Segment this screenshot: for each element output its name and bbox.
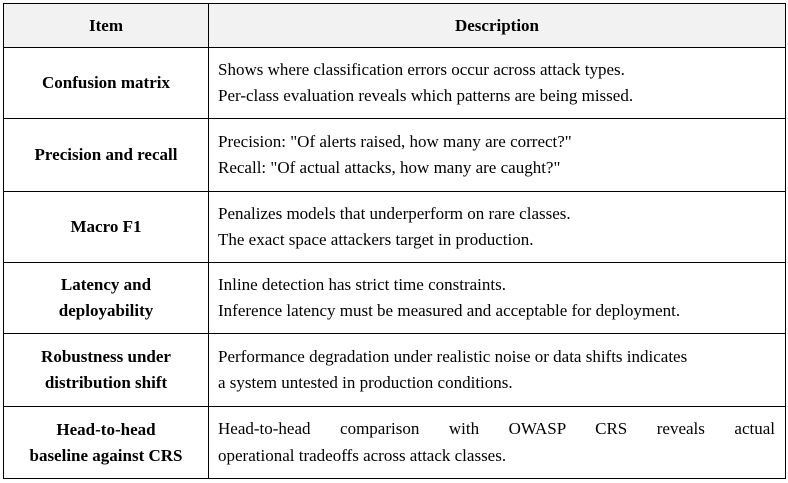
table-row (4, 407, 786, 479)
description-line: Inline detection has strict time constraints. (218, 274, 506, 294)
evaluation-table-container (3, 3, 786, 479)
item-text: Confusion matrix (42, 73, 170, 92)
table-row (4, 119, 786, 192)
item-cell (4, 192, 209, 263)
description-line: Penalizes models that underperform on rare classes. (218, 203, 571, 223)
table-row (4, 192, 786, 263)
description-cell (209, 48, 786, 119)
description-cell (209, 192, 786, 263)
item-cell (4, 407, 209, 479)
table-row (4, 48, 786, 119)
description-line: Recall: "Of actual attacks, how many are caught?" (218, 158, 561, 177)
item-text: Macro F1 (70, 217, 142, 236)
item-text: baseline against CRS (29, 445, 183, 465)
evaluation-criteria-table (3, 3, 786, 479)
item-cell (4, 334, 209, 407)
description-cell (209, 407, 786, 479)
description-cell (209, 334, 786, 407)
table-header-row (4, 4, 786, 48)
table-row (4, 334, 786, 407)
item-cell (4, 119, 209, 192)
item-text: deployability (58, 301, 154, 320)
description-cell (209, 263, 786, 334)
item-text: Head-to-head (56, 419, 156, 439)
description-line: operational tradeoffs across attack classes. (218, 445, 507, 465)
description-line: The exact space attackers target in production. (218, 230, 534, 249)
description-line: a system untested in production conditions. (218, 373, 513, 392)
header-description: Description (209, 4, 786, 48)
description-line: Performance degradation under realistic noise or data shifts indicates (218, 346, 688, 366)
description-line: Per-class evaluation reveals which patterns are being missed. (218, 86, 634, 105)
item-cell (4, 48, 209, 119)
item-text: Precision and recall (34, 145, 178, 164)
description-line: Shows where classification errors occur across attack types. (218, 59, 625, 79)
item-text: distribution shift (44, 373, 168, 392)
table-row (4, 263, 786, 334)
item-text: Latency and (60, 275, 152, 294)
description-cell (209, 119, 786, 192)
header-item: Item (4, 4, 209, 48)
description-line: Precision: "Of alerts raised, how many are correct?" (218, 131, 572, 151)
item-cell (4, 263, 209, 334)
description-line: Inference latency must be measured and acceptable for deployment. (218, 301, 681, 320)
description-line: Head-to-head comparison with OWASP CRS reveals actual (218, 419, 775, 438)
item-text: Robustness under (41, 347, 171, 366)
